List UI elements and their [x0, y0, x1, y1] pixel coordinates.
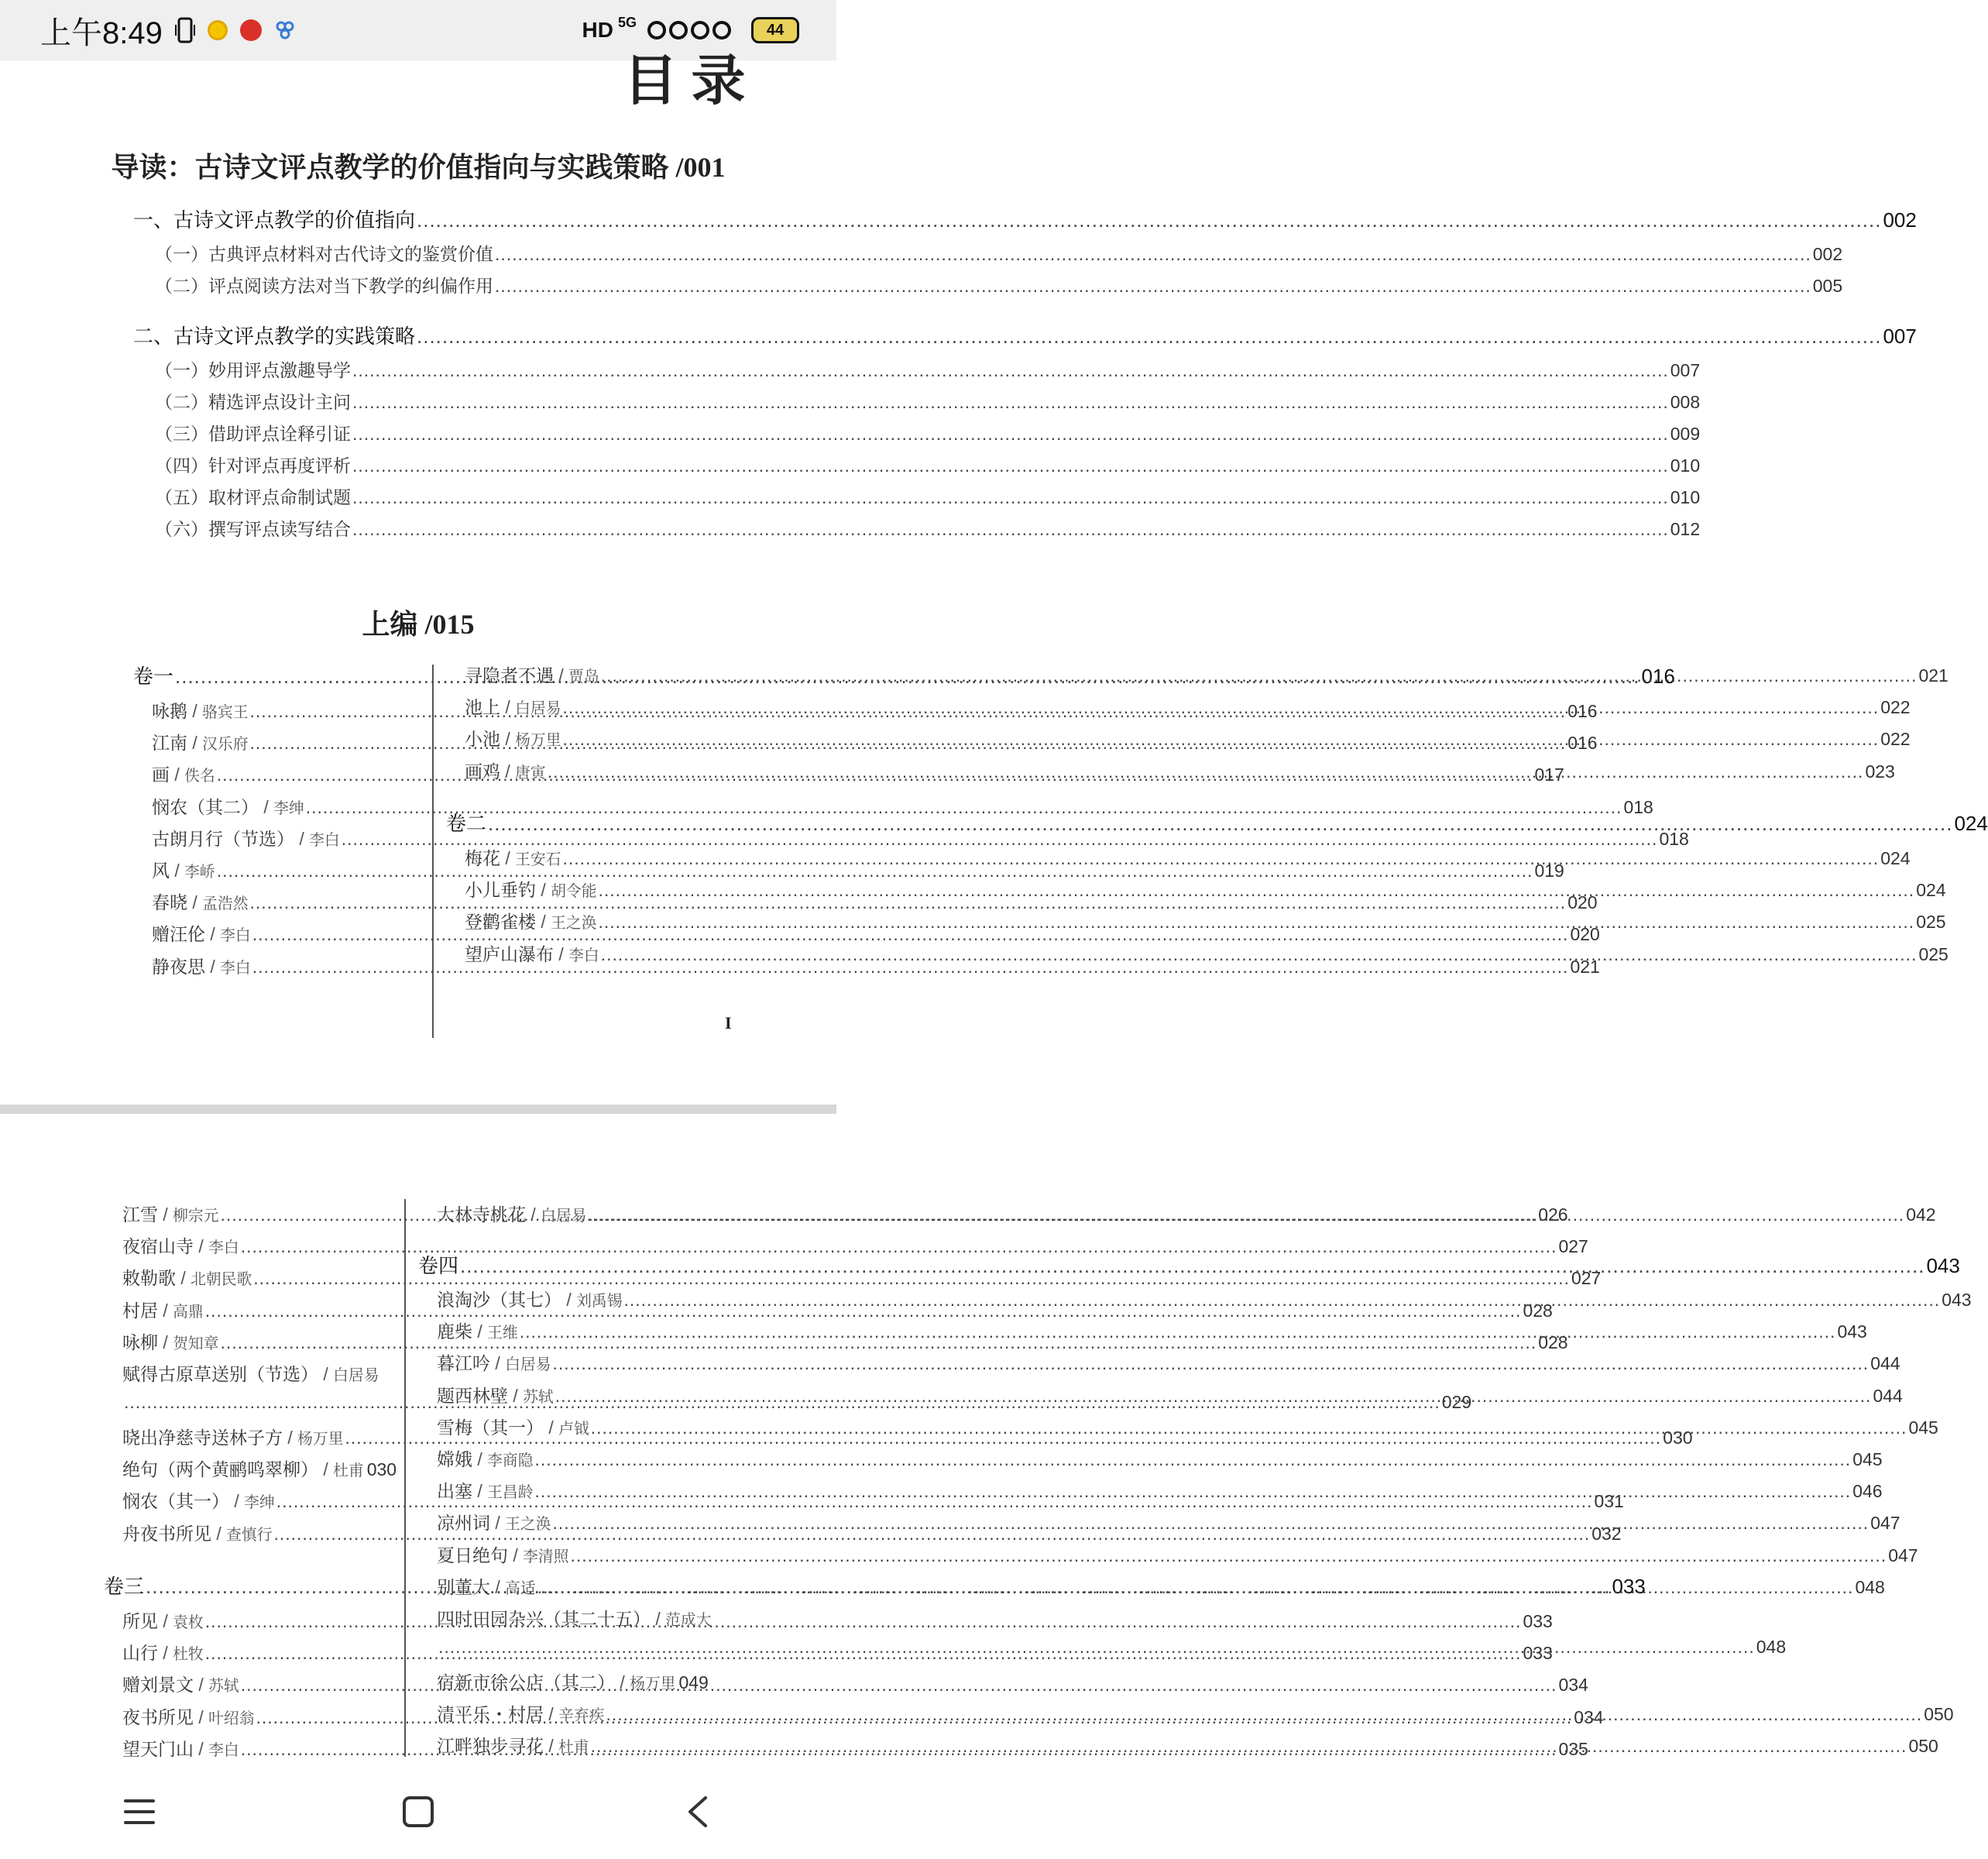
toc-author: 杨万里: [515, 731, 561, 750]
toc-author: 白居易: [541, 1207, 587, 1225]
toc-separator: /: [526, 1204, 541, 1225]
toc-title: 大林寺桃花: [437, 1204, 526, 1225]
toc-title: 凉州词: [437, 1513, 490, 1534]
hd-indicator: HD: [582, 18, 613, 42]
toc-title: （四）针对评点再度评析: [155, 455, 351, 476]
toc-separator: /: [472, 1449, 488, 1469]
toc-page: 043: [1837, 1321, 1867, 1342]
toc-page: 024: [1954, 812, 1988, 835]
toc-title: 赠汪伦: [152, 924, 205, 945]
battery-level: 44: [766, 21, 785, 39]
toc-separator: /: [500, 729, 516, 750]
toc-title: 村居: [122, 1300, 158, 1321]
toc-separator: /: [554, 943, 569, 964]
toc-separator: /: [158, 1643, 173, 1664]
toc-title: 嫦娥: [437, 1449, 472, 1469]
toc-author: 王维: [487, 1324, 518, 1342]
toc-title: 卷二: [446, 812, 487, 835]
toc-author: 贾岛: [568, 668, 599, 686]
toc-title: 江雪: [122, 1204, 158, 1225]
toc-author: 胡令能: [551, 882, 597, 901]
toc-author: 佚名: [184, 767, 215, 785]
toc-page: 026: [1538, 1204, 1568, 1225]
toc-author: 袁枚: [173, 1613, 204, 1631]
toc-author: 杨万里: [297, 1430, 344, 1448]
toc-page: 022: [1880, 729, 1911, 750]
toc-separator: /: [544, 1736, 559, 1757]
toc-author: 刘禹锡: [576, 1292, 623, 1310]
toc-page: 016: [1567, 701, 1598, 721]
toc-author: 李白: [208, 1239, 239, 1257]
toc-subitem: [155, 420, 1701, 445]
toc-title: 宿新市徐公店（其二）: [437, 1672, 615, 1692]
part-title: 上编 /015: [362, 609, 475, 640]
toc-page: 045: [1908, 1417, 1938, 1438]
page-number: I: [725, 1013, 732, 1033]
notification-app2-icon: [240, 19, 262, 41]
toc-title: 古朗月行（节选）: [152, 828, 294, 849]
toc-title: 夜书所见: [122, 1706, 194, 1727]
toc-page: 032: [1591, 1523, 1622, 1544]
toc-author: 李白: [220, 926, 251, 945]
toc-author: 王之涣: [505, 1515, 551, 1534]
toc-separator: /: [536, 880, 551, 901]
toc-page: 005: [1812, 276, 1843, 296]
toc-author: 白居易: [505, 1356, 551, 1374]
toc-page: 021: [1570, 956, 1600, 977]
toc-separator: /: [490, 1353, 506, 1374]
poem-entry-wrap: [122, 1360, 387, 1386]
toc-title: 登鹳雀楼: [465, 912, 536, 933]
toc-page: 043: [1942, 1290, 1972, 1310]
toc-page: 016: [1567, 733, 1598, 754]
toc-title: 出塞: [437, 1481, 472, 1502]
toc-title: （一）妙用评点激趣导学: [155, 360, 351, 380]
toc-title: 四时田园杂兴（其二十五）: [437, 1609, 651, 1629]
toc-title: 江畔独步寻花: [437, 1736, 544, 1757]
poem-entry: [122, 1232, 1588, 1258]
toc-title: 晓出净慈寺送林子方: [122, 1428, 283, 1448]
toc-author: 白居易: [333, 1366, 379, 1384]
toc-subitem: [155, 483, 1701, 509]
toc-page: 024: [1916, 880, 1946, 901]
toc-page: 027: [1558, 1236, 1588, 1257]
toc-separator: /: [176, 1268, 191, 1289]
poem-entry: [122, 1639, 1553, 1665]
toc-separator: /: [544, 1704, 559, 1725]
toc-subitem: [155, 272, 1843, 297]
toc-separator: /: [158, 1204, 173, 1225]
toc-page: 048: [1756, 1637, 1787, 1657]
toc-title: 咏鹅: [152, 701, 187, 721]
toc-separator: /: [615, 1672, 630, 1692]
toc-separator: /: [472, 1321, 488, 1342]
toc-author: 孟浩然: [202, 895, 249, 913]
toc-separator: /: [500, 761, 516, 782]
toc-page: 028: [1523, 1300, 1553, 1321]
toc-title: 静夜思: [152, 956, 205, 977]
poem-entry: [465, 940, 1949, 966]
toc-page: 027: [1571, 1268, 1602, 1289]
toc-title: 咏柳: [122, 1332, 158, 1352]
toc-title: 赋得古原草送别（节选）: [122, 1364, 318, 1384]
toc-separator: /: [205, 924, 221, 945]
toc-author: 李白: [220, 958, 251, 977]
toc-author: 李白: [568, 946, 599, 964]
toc-title: 鹿柴: [437, 1321, 472, 1342]
toc-title: 一、古诗文评点教学的价值指向: [133, 208, 416, 232]
toc-page: 019: [1534, 861, 1564, 881]
toc-separator: /: [194, 1738, 209, 1759]
toc-page: 048: [1855, 1576, 1885, 1597]
toc-author: 范成大: [665, 1611, 712, 1629]
page-separator: [0, 1105, 836, 1114]
toc-page: 030: [366, 1459, 397, 1480]
volume-entry: [446, 808, 1988, 837]
toc-page: 043: [1926, 1254, 1960, 1277]
toc-page: 028: [1538, 1332, 1568, 1352]
toc-author: 李绅: [273, 799, 304, 817]
toc-title: 画: [152, 765, 170, 785]
toc-title: 卷一: [133, 665, 174, 688]
toc-page: 033: [1612, 1575, 1646, 1598]
toc-section-2: [133, 321, 1917, 349]
toc-author: 白居易: [515, 699, 561, 718]
toc-separator: /: [318, 1364, 334, 1384]
poem-entry: [437, 1668, 709, 1694]
toc-title: （五）取材评点命制试题: [155, 487, 351, 507]
toc-page: 050: [1924, 1704, 1954, 1725]
toc-title: 绝句（两个黄鹂鸣翠柳）: [122, 1459, 318, 1480]
toc-separator: /: [259, 796, 274, 817]
clock: 上午8:49: [40, 15, 163, 50]
toc-author: 叶绍翁: [208, 1709, 255, 1727]
toc-page: 033: [1523, 1643, 1553, 1664]
toc-author: 杜牧: [173, 1645, 204, 1664]
toc-author: 苏轼: [208, 1677, 239, 1696]
toc-subitem: [155, 515, 1701, 541]
toc-author: 李白: [309, 830, 340, 849]
toc-title: 梅花: [465, 848, 500, 868]
book-page-2[interactable]: [0, 1114, 1972, 1765]
toc-subitem: [155, 356, 1701, 382]
toc-separator: /: [651, 1609, 666, 1629]
toc-page: 025: [1916, 912, 1946, 933]
intro-title: 导读：古诗文评点教学的价值指向与实践策略 /001: [111, 152, 726, 183]
toc-page: 042: [1906, 1204, 1936, 1225]
toc-title: 小儿垂钓: [465, 880, 536, 901]
toc-page: 007: [1883, 325, 1917, 348]
toc-title: 暮江吟: [437, 1353, 490, 1374]
toc-title: 赠刘景文: [122, 1675, 194, 1696]
toc-title: （三）借助评点诠释引证: [155, 424, 351, 444]
toc-page: 031: [1594, 1491, 1624, 1512]
toc-author: 王之涣: [551, 914, 597, 933]
toc-page: 046: [1852, 1481, 1883, 1502]
toc-title: 望庐山瀑布: [465, 943, 554, 964]
poem-entry: [122, 1455, 397, 1481]
toc-page: 016: [1641, 665, 1675, 688]
toc-title: 山行: [122, 1643, 158, 1664]
menu-icon[interactable]: [116, 1789, 163, 1835]
toc-page: 009: [1670, 424, 1701, 444]
toc-page: 044: [1873, 1385, 1903, 1406]
toc-page: 023: [1865, 761, 1895, 782]
toc-title: 敕勒歌: [122, 1268, 176, 1289]
toc-title: 江南: [152, 733, 187, 754]
toc-separator: /: [283, 1428, 298, 1448]
toc-title: 别董大: [437, 1576, 490, 1597]
toc-separator: /: [205, 956, 221, 977]
toc-separator: /: [508, 1385, 524, 1406]
toc-separator: /: [170, 765, 185, 785]
toc-title: （六）撰写评点读写结合: [155, 519, 351, 539]
toc-page: 049: [678, 1672, 709, 1692]
toc-title: 画鸡: [465, 761, 500, 782]
toc-author: 李商隐: [487, 1452, 534, 1469]
toc-title: 清平乐・村居: [437, 1704, 544, 1725]
toc-separator: /: [500, 697, 516, 718]
toc-page: 034: [1574, 1706, 1604, 1727]
toc-separator: /: [158, 1332, 173, 1352]
poem-entry: [152, 793, 1653, 819]
toc-page: 020: [1567, 892, 1598, 913]
toc-title: 二、古诗文评点教学的实践策略: [133, 325, 416, 348]
notification-app-icon: [208, 20, 228, 40]
toc-author: 高鼎: [173, 1302, 204, 1321]
toc-title: 风: [152, 861, 170, 881]
poem-entry: [437, 1349, 1900, 1375]
toc-page: 025: [1918, 943, 1949, 964]
toc-page: 018: [1623, 796, 1653, 817]
signal-type: 5G: [617, 14, 637, 30]
toc-title: 寻隐者不遇: [465, 665, 554, 686]
toc-separator: /: [294, 828, 310, 849]
toc-page: 022: [1880, 697, 1911, 718]
toc-author: 唐寅: [515, 763, 546, 782]
toc-title: 题西林壁: [437, 1385, 508, 1406]
toc-heading-fragment: 目 录: [623, 52, 746, 112]
toc-separator: /: [158, 1611, 173, 1631]
poem-entry: [152, 825, 1689, 850]
toc-title: 所见: [122, 1611, 158, 1631]
poem-entry: [465, 908, 1946, 933]
book-page-1[interactable]: [0, 52, 1988, 1110]
toc-page: 047: [1870, 1513, 1900, 1534]
toc-page: 029: [1441, 1392, 1472, 1412]
toc-title: （二）精选评点设计主问: [155, 392, 351, 412]
toc-page: 007: [1670, 360, 1701, 380]
toc-author: 贺知章: [173, 1334, 219, 1352]
toc-author: 杨万里: [630, 1675, 676, 1692]
toc-title: 雪梅（其一）: [437, 1417, 544, 1438]
toc-separator: /: [158, 1300, 173, 1321]
toc-separator: /: [170, 861, 185, 881]
toc-separator: /: [472, 1481, 488, 1502]
toc-page: 002: [1812, 244, 1843, 264]
toc-author: 王昌龄: [487, 1483, 534, 1502]
toc-title: 舟夜书所见: [122, 1523, 211, 1544]
toc-title: 悯农（其一）: [122, 1491, 229, 1512]
toc-author: 李清照: [523, 1547, 569, 1565]
toc-page: 017: [1534, 765, 1564, 785]
toc-title: 夏日绝句: [437, 1545, 508, 1565]
back-icon[interactable]: [674, 1789, 720, 1835]
toc-page: 010: [1670, 455, 1701, 476]
toc-title: 春晓: [152, 892, 187, 913]
toc-separator: /: [187, 892, 203, 913]
toc-title: 小池: [465, 729, 500, 750]
toc-page: 010: [1670, 487, 1701, 507]
toc-page: 024: [1880, 848, 1911, 868]
home-icon[interactable]: [395, 1789, 441, 1835]
toc-separator: /: [554, 665, 569, 686]
toc-separator: /: [490, 1576, 506, 1597]
toc-page: 008: [1670, 392, 1701, 412]
toc-separator: /: [194, 1706, 209, 1727]
toc-author: 查慎行: [226, 1525, 273, 1544]
toc-title: 卷三: [104, 1575, 145, 1598]
notification-app3-icon: [274, 19, 296, 41]
poem-entry: [465, 844, 1911, 870]
toc-title: （一）古典评点材料对古代诗文的鉴赏价值: [155, 244, 493, 264]
toc-subitem: [155, 388, 1701, 414]
toc-separator: /: [229, 1491, 245, 1512]
toc-page: 045: [1852, 1449, 1883, 1469]
toc-author: 卢钺: [558, 1419, 589, 1438]
toc-section-1: [133, 204, 1917, 233]
toc-subitem: [155, 452, 1701, 477]
toc-page: 030: [1663, 1428, 1693, 1448]
toc-author: 杜甫: [558, 1738, 589, 1757]
toc-author: 高适: [505, 1579, 536, 1597]
toc-page: 034: [1558, 1675, 1588, 1696]
toc-page: 018: [1659, 828, 1689, 849]
toc-separator: /: [187, 701, 203, 721]
toc-separator: /: [194, 1675, 209, 1696]
toc-author: 李峤: [184, 863, 215, 881]
toc-subitem: [155, 240, 1843, 266]
toc-title: 浪淘沙（其七）: [437, 1290, 561, 1310]
toc-separator: /: [490, 1513, 506, 1534]
toc-title: 池上: [465, 697, 500, 718]
toc-page: 035: [1558, 1738, 1588, 1759]
toc-title: 卷四: [418, 1254, 459, 1277]
toc-separator: /: [561, 1290, 577, 1310]
toc-page: 047: [1888, 1545, 1918, 1565]
toc-page: 050: [1908, 1736, 1938, 1757]
toc-author: 杜甫: [333, 1462, 364, 1480]
toc-page: 020: [1570, 924, 1600, 945]
toc-author: 李白: [208, 1740, 239, 1759]
status-left: [40, 9, 296, 53]
battery-icon: [751, 17, 799, 43]
toc-author: 骆宾王: [202, 703, 249, 721]
toc-author: 辛弃疾: [558, 1706, 605, 1725]
toc-separator: /: [500, 848, 516, 868]
toc-separator: /: [544, 1417, 559, 1438]
poem-entry-wrap: [437, 1605, 712, 1630]
toc-title: 夜宿山寺: [122, 1236, 194, 1257]
toc-page: 012: [1670, 519, 1701, 539]
toc-author: 汉乐府: [202, 735, 249, 754]
toc-author: 柳宗元: [173, 1207, 219, 1225]
toc-page: 021: [1918, 665, 1949, 686]
toc-author: 李绅: [244, 1493, 275, 1512]
toc-author: 北朝民歌: [191, 1270, 252, 1289]
toc-title: 悯农（其二）: [152, 796, 259, 817]
toc-title: （二）评点阅读方法对当下教学的纠偏作用: [155, 276, 493, 296]
navigation-bar: [0, 1765, 836, 1859]
toc-separator: /: [318, 1459, 334, 1480]
toc-separator: /: [211, 1523, 227, 1544]
poem-entry: [437, 1541, 1918, 1567]
toc-title: 望天门山: [122, 1738, 194, 1759]
toc-separator: /: [508, 1545, 524, 1565]
poem-entry: [437, 1445, 1883, 1471]
toc-author: 王安石: [515, 850, 561, 868]
toc-author: 苏轼: [523, 1387, 554, 1406]
vibrate-icon: [175, 17, 195, 43]
toc-separator: /: [194, 1236, 209, 1257]
poem-entry: [465, 876, 1946, 902]
toc-page: 044: [1870, 1353, 1900, 1374]
toc-separator: /: [536, 912, 551, 933]
toc-page: 033: [1523, 1611, 1553, 1631]
toc-page: 002: [1883, 208, 1917, 232]
toc-separator: /: [187, 733, 203, 754]
